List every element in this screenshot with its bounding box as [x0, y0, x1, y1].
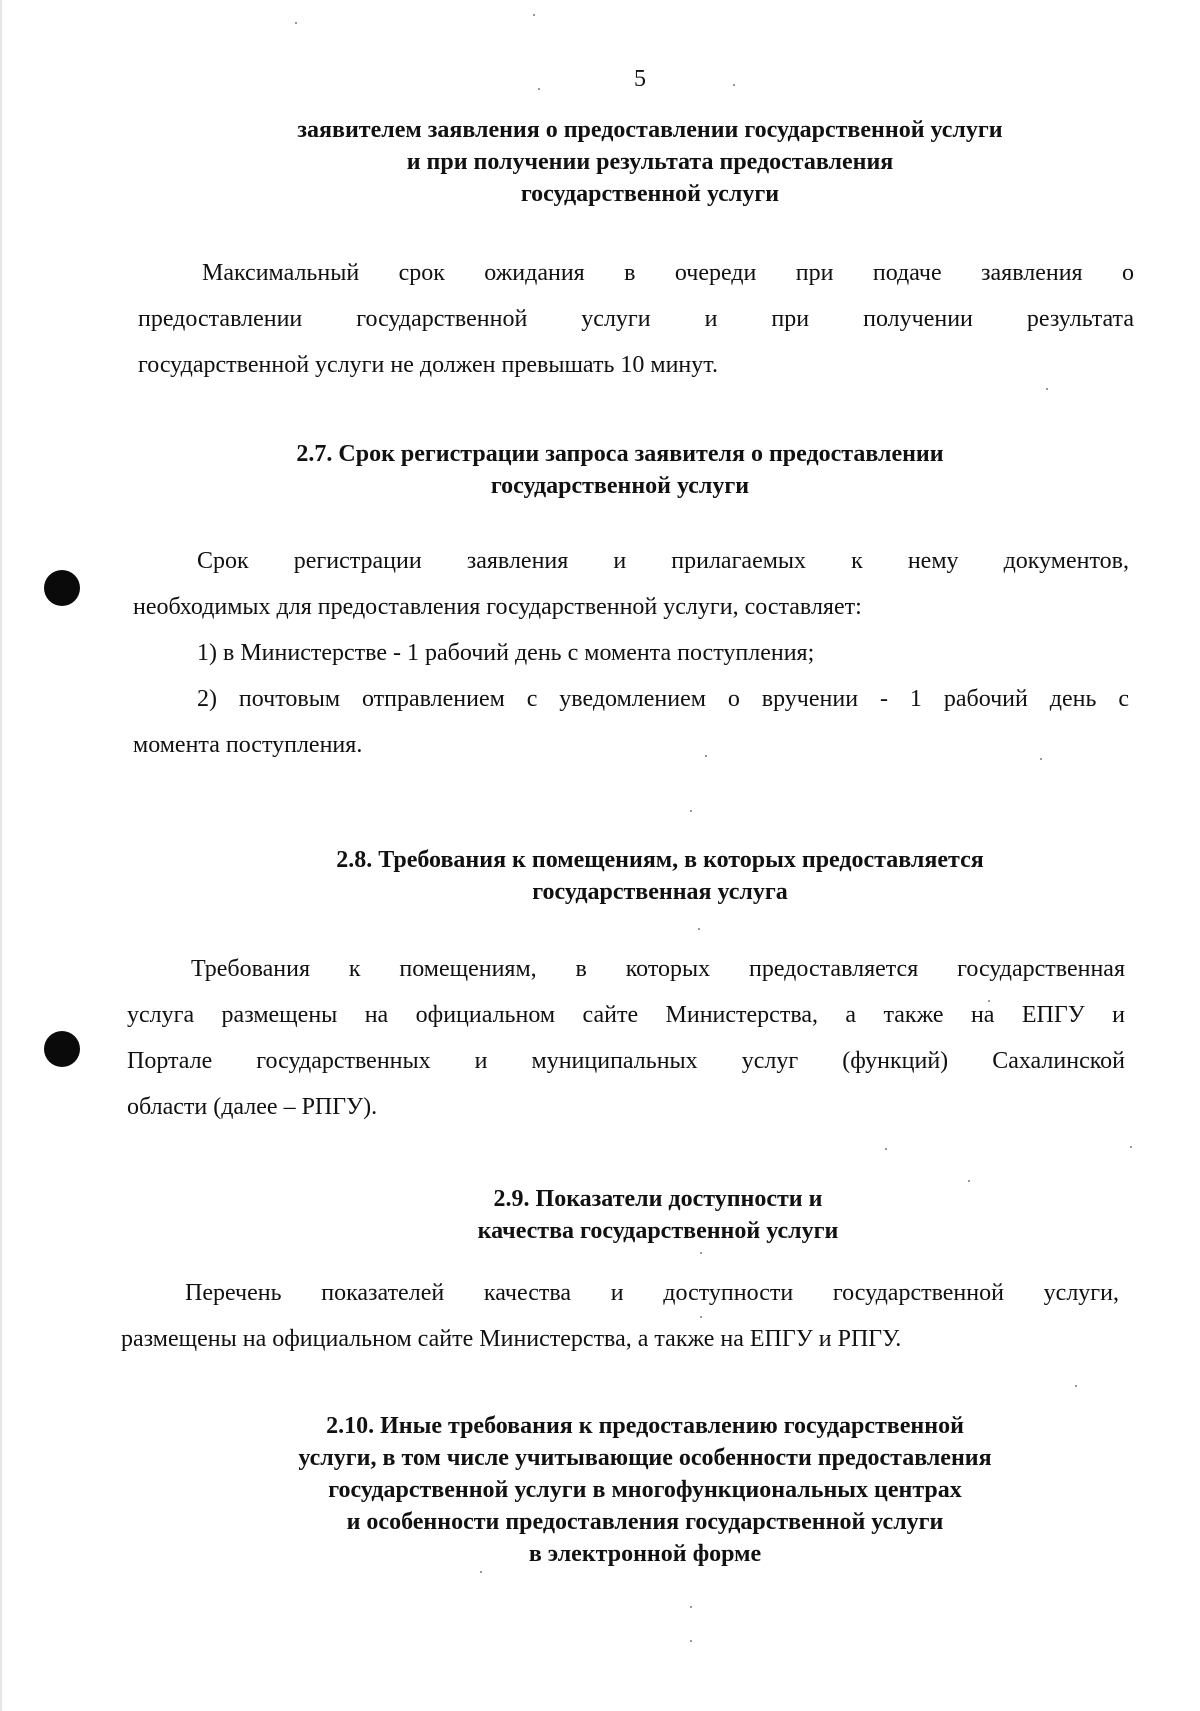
scan-speck — [1075, 1385, 1077, 1387]
scan-speck — [1046, 388, 1048, 390]
paragraph-registration-term — [133, 538, 1129, 768]
scan-speck — [690, 810, 692, 812]
paragraph-line: Перечень показателей качества и доступности государственной услуги, — [185, 1280, 1119, 1306]
paragraph-line: предоставлении государственной услуги и при получении результата — [138, 306, 1134, 332]
heading-line: государственная услуга — [532, 879, 788, 905]
paragraph-line: услуга размещены на официальном сайте Министерства, а также на ЕПГУ и — [127, 1002, 1125, 1028]
section-header-continuation — [150, 114, 1150, 210]
paragraph-line: Максимальный срок ожидания в очереди при подаче заявления о — [202, 260, 1134, 286]
scan-speck — [1130, 1146, 1132, 1148]
heading-line: 2.10. Иные требования к предоставлению государственной — [326, 1413, 964, 1439]
paragraph-quality-indicators — [121, 1270, 1119, 1362]
hole-punch-mark — [44, 1031, 80, 1067]
scan-speck — [690, 1640, 692, 1642]
page-number: 5 — [634, 66, 646, 92]
paragraph-line: области (далее – РПГУ). — [127, 1094, 378, 1120]
paragraph-premises-requirements — [127, 946, 1125, 1130]
paragraph-line: Срок регистрации заявления и прилагаемых к нему документов, — [197, 548, 1129, 574]
paragraph-line: Портале государственных и муниципальных услуг (функций) Сахалинской — [127, 1048, 1125, 1074]
scan-speck — [700, 1316, 702, 1318]
scan-speck — [700, 1252, 702, 1254]
heading-line: в электронной форме — [528, 1541, 762, 1567]
heading-line: государственной услуги в многофункциональных центрах — [328, 1477, 962, 1503]
scan-speck — [698, 928, 700, 930]
scan-speck — [480, 1571, 482, 1573]
heading-line: 2.9. Показатели доступности и — [493, 1186, 823, 1212]
paragraph-line: государственной услуги не должен превышать 10 минут. — [138, 352, 718, 378]
hole-punch-mark — [44, 570, 80, 606]
scan-speck — [538, 88, 540, 90]
heading-line: государственной услуги — [520, 181, 780, 207]
heading-2-7 — [120, 438, 1120, 502]
scan-speck — [1040, 758, 1042, 760]
scan-speck — [705, 755, 707, 757]
heading-line: государственной услуги — [490, 473, 750, 499]
scan-edge — [0, 0, 2, 1711]
paragraph-line: 2) почтовым отправлением с уведомлением о вручении - 1 рабочий день с — [197, 686, 1129, 712]
heading-2-9 — [158, 1183, 1158, 1247]
paragraph-line: необходимых для предоставления государственной услуги, составляет: — [133, 594, 862, 620]
scan-speck — [968, 1180, 970, 1182]
scan-speck — [533, 14, 535, 16]
paragraph-line: Требования к помещениям, в которых предоставляется государственная — [191, 956, 1125, 982]
heading-line: и особенности предоставления государственной услуги — [346, 1509, 944, 1535]
paragraph-line: момента поступления. — [133, 732, 363, 758]
heading-line: качества государственной услуги — [477, 1218, 839, 1244]
heading-2-10 — [145, 1410, 1145, 1570]
heading-line: заявителем заявления о предоставлении государственной услуги — [297, 117, 1003, 143]
scan-speck — [690, 1606, 692, 1608]
paragraph-line: размещены на официальном сайте Министерства, а также на ЕПГУ и РПГУ. — [121, 1326, 902, 1352]
heading-line: и при получении результата предоставления — [406, 149, 894, 175]
heading-2-8 — [160, 844, 1160, 908]
scan-speck — [733, 84, 735, 86]
scan-speck — [885, 1148, 887, 1150]
heading-line: услуги, в том числе учитывающие особенности предоставления — [298, 1445, 992, 1471]
scan-speck — [295, 22, 297, 24]
paragraph-line: 1) в Министерстве - 1 рабочий день с момента поступления; — [197, 640, 815, 666]
heading-line: 2.7. Срок регистрации запроса заявителя о предоставлении — [296, 441, 944, 467]
scan-speck — [988, 1000, 990, 1002]
paragraph-waiting-time — [138, 250, 1134, 388]
heading-line: 2.8. Требования к помещениям, в которых предоставляется — [336, 847, 984, 873]
